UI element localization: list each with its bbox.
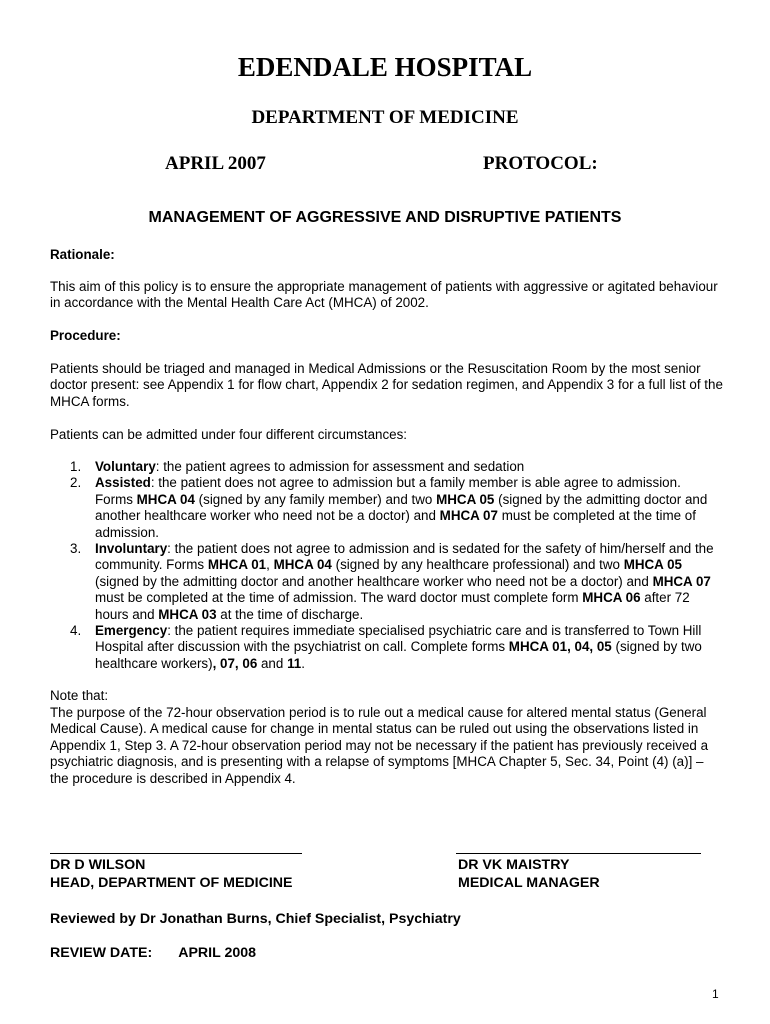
list-item-bold-text: Involuntary [95, 541, 168, 557]
list-item-text: , [266, 557, 274, 573]
list-item-text: (signed by any family member) and two [194, 491, 437, 507]
protocol-date: APRIL 2007 [165, 153, 266, 174]
signatory-name-right: DR VK MAISTRY [458, 857, 570, 873]
review-date-label: REVIEW DATE: [50, 945, 153, 961]
list-item-bold-text: MHCA 01 [207, 557, 267, 573]
signatory-title-left: HEAD, DEPARTMENT OF MEDICINE [50, 875, 293, 891]
list-item-bold-text: MHCA 01, 04, 05 [508, 639, 612, 655]
list-item-bold-text: MHCA 06 [582, 590, 641, 606]
list-item-text: : the patient does not agree to admission but a family member is able agree to admission. Forms [95, 475, 681, 507]
list-item [50, 475, 720, 541]
list-item-text: must be completed at the time of admission. The ward doctor must complete form [95, 590, 583, 606]
list-item-bold-text: Assisted [95, 475, 151, 491]
signatory-title-right: MEDICAL MANAGER [458, 875, 600, 891]
list-item-text: : the patient requires immediate specialised psychiatric care and is transferred to Town Hill Hospital after discussion with the psychiatrist on call. Complete forms [95, 623, 702, 655]
list-item-number: 2. [70, 475, 82, 491]
list-item [50, 541, 720, 623]
signature-line-left [50, 853, 302, 854]
procedure-paragraph: Patients should be triaged and managed in Medical Admissions or the Resuscitation Room by the most senior doctor present: see Appendix 1 for flow chart, Appendix 2 for sedation regimen, and Appendix 3 for a full list of the MHCA forms. [50, 361, 723, 409]
list-item-bold-text: MHCA 04 [136, 491, 195, 507]
signature-block-right [458, 856, 600, 892]
hospital-name: EDENDALE HOSPITAL [237, 52, 533, 82]
list-item-text: : the patient agrees to admission for assessment and sedation [155, 459, 525, 474]
list-item-number: 4. [70, 623, 82, 639]
list-item-text: : the patient does not agree to admission and is sedated for the safety of him/herself and the community. Forms [95, 541, 714, 573]
list-item-bold-text: Emergency [95, 623, 168, 639]
document-title: MANAGEMENT OF AGGRESSIVE AND DISRUPTIVE PATIENTS [148, 209, 622, 226]
note-heading: Note that: [50, 688, 109, 703]
list-item-bold-text: , 07, 06 [212, 655, 258, 671]
list-item-text: and [257, 655, 288, 671]
signature-line-right [456, 853, 701, 854]
list-item-bold-text: MHCA 07 [439, 508, 498, 524]
list-item-text: (signed by two healthcare workers) [95, 639, 702, 671]
list-item-bold-text: Voluntary [95, 459, 156, 474]
list-item-text: after 72 hours and [95, 590, 690, 622]
department-name: DEPARTMENT OF MEDICINE [251, 107, 519, 128]
list-item-text: must be completed at the time of admission. [95, 508, 696, 540]
circumstances-intro: Patients can be admitted under four different circumstances: [50, 427, 408, 442]
page-number: 1 [712, 987, 719, 1001]
list-item-bold-text: MHCA 04 [273, 557, 332, 573]
list-item [50, 459, 720, 475]
list-item-bold-text: 11 [287, 655, 302, 671]
list-item-bold-text: MHCA 03 [158, 606, 217, 622]
procedure-heading: Procedure: [50, 328, 121, 343]
note-paragraph: The purpose of the 72-hour observation period is to rule out a medical cause for altered mental status (General Medical Cause). A medical cause for change in mental status can be ruled out using the observations listed in Appendix 1, Step 3. A 72-hour observation period may not be necessary if the patient has previously received a psychiatric diagnosis, and is presenting with a relapse of symptoms [MHCA Chapter 5, Sec. 34, Point (4) (a)] – the procedure is described in Appendix 4. [50, 705, 709, 786]
list-item-number: 3. [70, 541, 82, 557]
rationale-heading: Rationale: [50, 247, 115, 262]
protocol-label: PROTOCOL: [483, 153, 598, 174]
list-item-bold-text: MHCA 05 [623, 557, 682, 573]
circumstances-list [50, 459, 720, 672]
list-item-text: at the time of discharge. [216, 606, 364, 622]
list-item-bold-text: MHCA 05 [436, 491, 495, 507]
review-date [50, 945, 256, 961]
list-item-number: 1. [70, 459, 82, 474]
list-item [50, 623, 720, 672]
list-item-text: (signed by the admitting doctor and another healthcare worker who need not be a doctor) and [95, 491, 708, 524]
review-date-value: APRIL 2008 [178, 945, 257, 961]
list-item-bold-text: MHCA 07 [652, 573, 711, 589]
list-item-text: (signed by the admitting doctor and another healthcare worker who need not be a doctor) and [95, 573, 653, 589]
reviewed-by: Reviewed by Dr Jonathan Burns, Chief Specialist, Psychiatry [50, 911, 461, 927]
list-item-text: . [301, 655, 305, 671]
signature-block-left [50, 856, 293, 892]
signatory-name-left: DR D WILSON [50, 857, 146, 873]
rationale-paragraph: This aim of this policy is to ensure the appropriate management of patients with aggressive or agitated behaviour in accordance with the Mental Health Care Act (MHCA) of 2002. [50, 279, 718, 311]
list-item-text: (signed by any healthcare professional) and two [331, 557, 624, 573]
